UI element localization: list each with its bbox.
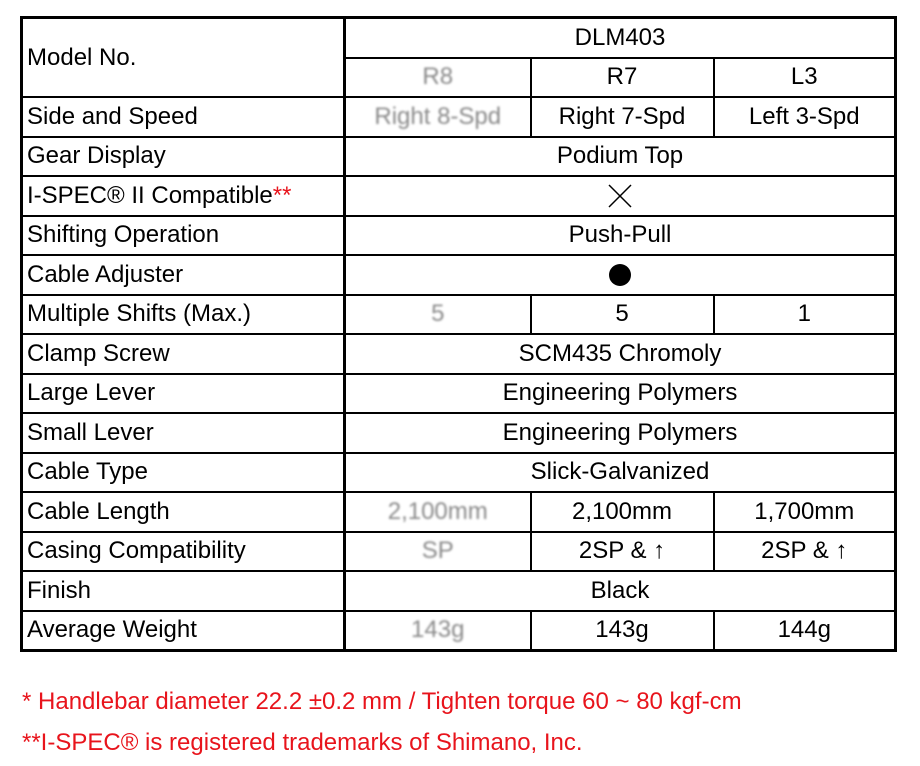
- table-row-model: [22, 18, 896, 58]
- casing-r8: SP: [345, 532, 531, 572]
- model-number-value: DLM403: [345, 18, 896, 58]
- label-casing-compatibility: Casing Compatibility: [22, 532, 345, 572]
- label-ispec-compatible: [22, 176, 345, 216]
- table-row-casing: [22, 532, 896, 572]
- table-row-shifting: [22, 216, 896, 256]
- multiple-shifts-l3: 1: [714, 295, 896, 335]
- table-row-gear-display: [22, 137, 896, 177]
- variant-r8: R8: [345, 58, 531, 98]
- side-speed-r7: Right 7-Spd: [531, 97, 714, 137]
- filled-circle-icon: [609, 264, 631, 286]
- side-speed-r8: Right 8-Spd: [345, 97, 531, 137]
- spec-table: [20, 16, 897, 652]
- side-speed-l3: Left 3-Spd: [714, 97, 896, 137]
- small-lever-value: Engineering Polymers: [345, 413, 896, 453]
- variant-r7: R7: [531, 58, 714, 98]
- table-row-cable-length: [22, 492, 896, 532]
- table-row-ispec: [22, 176, 896, 216]
- cable-length-r7: 2,100mm: [531, 492, 714, 532]
- casing-l3: 2SP & ↑: [714, 532, 896, 572]
- label-cable-type: Cable Type: [22, 453, 345, 493]
- label-small-lever: Small Lever: [22, 413, 345, 453]
- table-row-weight: [22, 611, 896, 651]
- table-row-cable-adjuster: [22, 255, 896, 295]
- multiple-shifts-r8: 5: [345, 295, 531, 335]
- table-row-small-lever: [22, 413, 896, 453]
- table-row-finish: [22, 571, 896, 611]
- weight-l3: 144g: [714, 611, 896, 651]
- cable-length-l3: 1,700mm: [714, 492, 896, 532]
- casing-r7: 2SP & ↑: [531, 532, 714, 572]
- footnote-handlebar-torque: * Handlebar diameter 22.2 ±0.2 mm / Tighten torque 60 ~ 80 kgf-cm: [22, 688, 742, 715]
- table-row-cable-type: [22, 453, 896, 493]
- clamp-screw-value: SCM435 Chromoly: [345, 334, 896, 374]
- label-model-no: Model No.: [22, 18, 345, 98]
- ispec-compatible-value: [345, 176, 896, 216]
- label-shifting-operation: Shifting Operation: [22, 216, 345, 256]
- finish-value: Black: [345, 571, 896, 611]
- cross-icon: [607, 183, 633, 209]
- label-cable-adjuster: Cable Adjuster: [22, 255, 345, 295]
- weight-r7: 143g: [531, 611, 714, 651]
- label-multiple-shifts: Multiple Shifts (Max.): [22, 295, 345, 335]
- gear-display-value: Podium Top: [345, 137, 896, 177]
- cable-adjuster-value: [345, 255, 896, 295]
- ispec-footnote-marker: **: [272, 181, 292, 209]
- ispec-label-text: I-SPEC® II Compatible: [27, 181, 273, 209]
- label-finish: Finish: [22, 571, 345, 611]
- multiple-shifts-r7: 5: [531, 295, 714, 335]
- table-row-multiple-shifts: [22, 295, 896, 335]
- variant-l3: L3: [714, 58, 896, 98]
- cable-type-value: Slick-Galvanized: [345, 453, 896, 493]
- label-large-lever: Large Lever: [22, 374, 345, 414]
- table-row-side-speed: [22, 97, 896, 137]
- shifting-operation-value: Push-Pull: [345, 216, 896, 256]
- label-clamp-screw: Clamp Screw: [22, 334, 345, 374]
- footnote-ispec-trademark: **I-SPEC® is registered trademarks of Shimano, Inc.: [22, 729, 583, 756]
- label-average-weight: Average Weight: [22, 611, 345, 651]
- label-gear-display: Gear Display: [22, 137, 345, 177]
- table-row-large-lever: [22, 374, 896, 414]
- weight-r8: 143g: [345, 611, 531, 651]
- table-row-clamp-screw: [22, 334, 896, 374]
- label-side-speed: Side and Speed: [22, 97, 345, 137]
- label-cable-length: Cable Length: [22, 492, 345, 532]
- large-lever-value: Engineering Polymers: [345, 374, 896, 414]
- cable-length-r8: 2,100mm: [345, 492, 531, 532]
